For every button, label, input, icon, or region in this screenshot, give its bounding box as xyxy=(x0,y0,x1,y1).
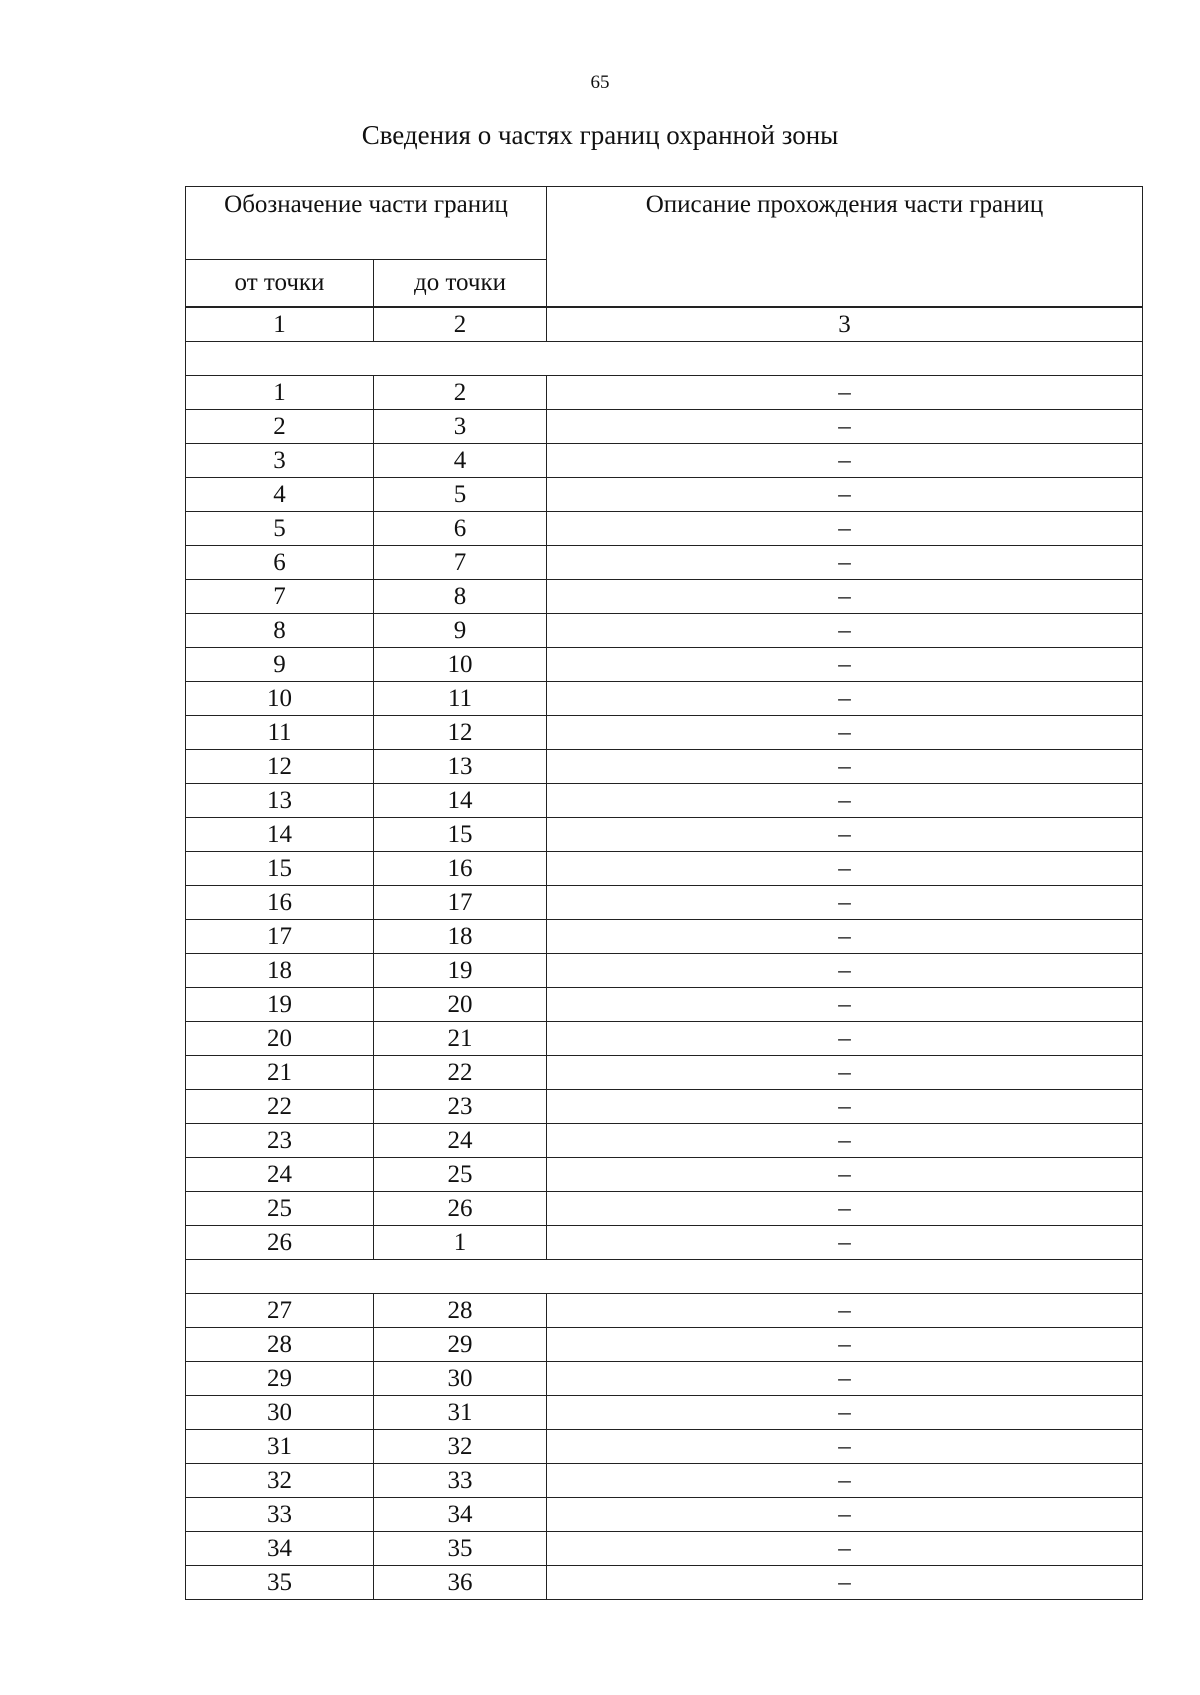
table-row xyxy=(186,1464,1143,1498)
from-point-cell: 29 xyxy=(186,1362,374,1396)
page-title: Сведения о частях границ охранной зоны xyxy=(361,120,839,150)
from-point-cell: 4 xyxy=(186,478,374,512)
description-cell: – xyxy=(547,1090,1143,1124)
description-cell: – xyxy=(547,852,1143,886)
table-row xyxy=(186,1532,1143,1566)
from-point-cell: 2 xyxy=(186,410,374,444)
description-cell: – xyxy=(547,1566,1143,1600)
from-point-cell: 28 xyxy=(186,1328,374,1362)
to-point-cell: 30 xyxy=(374,1362,547,1396)
designation-header: Обозначение части границ xyxy=(186,187,547,260)
to-point-cell: 8 xyxy=(374,580,547,614)
table-row xyxy=(186,376,1143,410)
description-header: Описание прохождения части границ xyxy=(547,187,1143,307)
description-cell: – xyxy=(547,886,1143,920)
description-cell: – xyxy=(547,580,1143,614)
description-cell: – xyxy=(547,784,1143,818)
to-point-cell: 23 xyxy=(374,1090,547,1124)
from-point-cell: 11 xyxy=(186,716,374,750)
from-point-cell: 35 xyxy=(186,1566,374,1600)
column-number-2: 2 xyxy=(374,308,547,342)
to-point-cell: 26 xyxy=(374,1192,547,1226)
from-point-cell: 19 xyxy=(186,988,374,1022)
table-row xyxy=(186,886,1143,920)
to-point-cell: 7 xyxy=(374,546,547,580)
to-point-cell: 29 xyxy=(374,1328,547,1362)
column-number-row xyxy=(186,308,1143,342)
section-separator-row xyxy=(186,342,1143,376)
table-row xyxy=(186,784,1143,818)
to-point-cell: 36 xyxy=(374,1566,547,1600)
boundary-parts-table xyxy=(185,307,1143,1600)
from-point-cell: 20 xyxy=(186,1022,374,1056)
to-point-cell: 9 xyxy=(374,614,547,648)
description-cell: – xyxy=(547,818,1143,852)
to-point-cell: 6 xyxy=(374,512,547,546)
table-row xyxy=(186,580,1143,614)
from-point-cell: 13 xyxy=(186,784,374,818)
table-row xyxy=(186,750,1143,784)
from-point-cell: 8 xyxy=(186,614,374,648)
to-point-cell: 17 xyxy=(374,886,547,920)
table-row xyxy=(186,1056,1143,1090)
description-cell: – xyxy=(547,682,1143,716)
from-point-cell: 32 xyxy=(186,1464,374,1498)
description-cell: – xyxy=(547,750,1143,784)
from-point-cell: 7 xyxy=(186,580,374,614)
to-point-header: до точки xyxy=(374,260,547,307)
table-row xyxy=(186,614,1143,648)
to-point-cell: 15 xyxy=(374,818,547,852)
to-point-cell: 25 xyxy=(374,1158,547,1192)
description-cell: – xyxy=(547,1362,1143,1396)
column-number-3: 3 xyxy=(547,308,1143,342)
description-cell: – xyxy=(547,546,1143,580)
description-cell: – xyxy=(547,716,1143,750)
section-separator-row xyxy=(186,1260,1143,1294)
from-point-cell: 31 xyxy=(186,1430,374,1464)
description-cell: – xyxy=(547,512,1143,546)
to-point-cell: 34 xyxy=(374,1498,547,1532)
table-row xyxy=(186,1294,1143,1328)
table-row xyxy=(186,1498,1143,1532)
table-row xyxy=(186,444,1143,478)
table-row xyxy=(186,1430,1143,1464)
table-row xyxy=(186,410,1143,444)
table-row xyxy=(186,682,1143,716)
from-point-cell: 14 xyxy=(186,818,374,852)
description-cell: – xyxy=(547,1396,1143,1430)
from-point-cell: 21 xyxy=(186,1056,374,1090)
from-point-cell: 18 xyxy=(186,954,374,988)
table-header xyxy=(185,186,1143,307)
description-cell: – xyxy=(547,1430,1143,1464)
to-point-cell: 10 xyxy=(374,648,547,682)
description-cell: – xyxy=(547,1328,1143,1362)
to-point-cell: 28 xyxy=(374,1294,547,1328)
table-row xyxy=(186,988,1143,1022)
table-row xyxy=(186,852,1143,886)
description-cell: – xyxy=(547,410,1143,444)
description-cell: – xyxy=(547,1294,1143,1328)
from-point-cell: 1 xyxy=(186,376,374,410)
table-row xyxy=(186,1090,1143,1124)
from-point-cell: 12 xyxy=(186,750,374,784)
from-point-cell: 25 xyxy=(186,1192,374,1226)
from-point-cell: 30 xyxy=(186,1396,374,1430)
description-cell: – xyxy=(547,1158,1143,1192)
to-point-cell: 33 xyxy=(374,1464,547,1498)
description-cell: – xyxy=(547,478,1143,512)
description-cell: – xyxy=(547,1498,1143,1532)
to-point-cell: 21 xyxy=(374,1022,547,1056)
section-separator-cell xyxy=(186,342,1143,376)
column-number-1: 1 xyxy=(186,308,374,342)
table-row xyxy=(186,1226,1143,1260)
to-point-cell: 16 xyxy=(374,852,547,886)
table-row xyxy=(186,818,1143,852)
to-point-cell: 1 xyxy=(374,1226,547,1260)
from-point-cell: 26 xyxy=(186,1226,374,1260)
table-row xyxy=(186,716,1143,750)
description-cell: – xyxy=(547,920,1143,954)
description-cell: – xyxy=(547,376,1143,410)
from-point-cell: 15 xyxy=(186,852,374,886)
from-point-cell: 34 xyxy=(186,1532,374,1566)
from-point-cell: 10 xyxy=(186,682,374,716)
table-row xyxy=(186,1124,1143,1158)
to-point-cell: 18 xyxy=(374,920,547,954)
from-point-cell: 3 xyxy=(186,444,374,478)
description-cell: – xyxy=(547,1532,1143,1566)
table-row xyxy=(186,1158,1143,1192)
table-row xyxy=(186,1362,1143,1396)
to-point-cell: 12 xyxy=(374,716,547,750)
table-row xyxy=(186,1022,1143,1056)
description-cell: – xyxy=(547,954,1143,988)
table-row xyxy=(186,1192,1143,1226)
description-cell: – xyxy=(547,1022,1143,1056)
to-point-cell: 5 xyxy=(374,478,547,512)
from-point-cell: 9 xyxy=(186,648,374,682)
table-row xyxy=(186,648,1143,682)
from-point-cell: 33 xyxy=(186,1498,374,1532)
table-row xyxy=(186,954,1143,988)
from-point-cell: 16 xyxy=(186,886,374,920)
table-row xyxy=(186,512,1143,546)
table-row xyxy=(186,1566,1143,1600)
description-cell: – xyxy=(547,1056,1143,1090)
page-number: 65 xyxy=(590,72,610,93)
to-point-cell: 31 xyxy=(374,1396,547,1430)
description-cell: – xyxy=(547,648,1143,682)
description-cell: – xyxy=(547,1464,1143,1498)
from-point-header: от точки xyxy=(186,260,374,307)
table-row xyxy=(186,920,1143,954)
table-row xyxy=(186,478,1143,512)
to-point-cell: 13 xyxy=(374,750,547,784)
to-point-cell: 22 xyxy=(374,1056,547,1090)
table-row xyxy=(186,546,1143,580)
to-point-cell: 11 xyxy=(374,682,547,716)
description-cell: – xyxy=(547,614,1143,648)
to-point-cell: 35 xyxy=(374,1532,547,1566)
table-row xyxy=(186,1396,1143,1430)
from-point-cell: 27 xyxy=(186,1294,374,1328)
to-point-cell: 14 xyxy=(374,784,547,818)
from-point-cell: 24 xyxy=(186,1158,374,1192)
from-point-cell: 5 xyxy=(186,512,374,546)
description-cell: – xyxy=(547,1192,1143,1226)
from-point-cell: 6 xyxy=(186,546,374,580)
description-cell: – xyxy=(547,988,1143,1022)
to-point-cell: 3 xyxy=(374,410,547,444)
description-cell: – xyxy=(547,1226,1143,1260)
to-point-cell: 24 xyxy=(374,1124,547,1158)
section-separator-cell xyxy=(186,1260,1143,1294)
from-point-cell: 22 xyxy=(186,1090,374,1124)
description-cell: – xyxy=(547,444,1143,478)
to-point-cell: 4 xyxy=(374,444,547,478)
from-point-cell: 17 xyxy=(186,920,374,954)
from-point-cell: 23 xyxy=(186,1124,374,1158)
table-row xyxy=(186,1328,1143,1362)
to-point-cell: 32 xyxy=(374,1430,547,1464)
description-cell: – xyxy=(547,1124,1143,1158)
to-point-cell: 2 xyxy=(374,376,547,410)
to-point-cell: 19 xyxy=(374,954,547,988)
to-point-cell: 20 xyxy=(374,988,547,1022)
